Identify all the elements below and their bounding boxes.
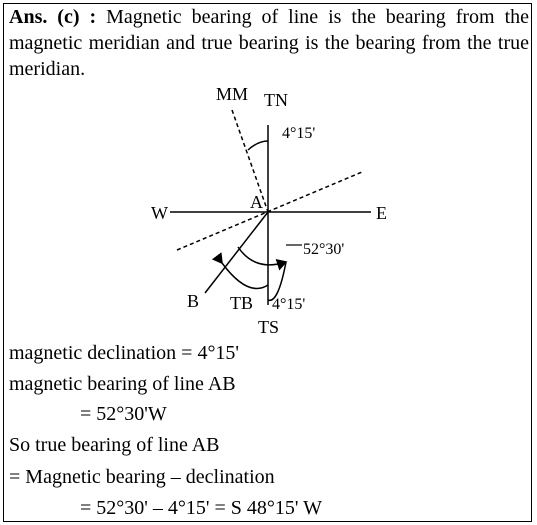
solution-line-1: magnetic declination = 4°15'	[9, 342, 240, 364]
label-e: E	[376, 203, 387, 223]
solution-line-2: magnetic bearing of line AB	[9, 373, 236, 395]
solution-line-5: = Magnetic bearing – declination	[9, 466, 275, 488]
solution-line-6: = 52°30' – 4°15' = S 48°15' W	[80, 497, 323, 519]
label-w: W	[151, 203, 168, 223]
label-angle-mid: 52°30'	[303, 241, 345, 258]
label-tb: TB	[230, 293, 254, 313]
dashed-perpendicular-line	[177, 172, 362, 250]
solution-line-4: So true bearing of line AB	[9, 434, 220, 456]
answer-label: Ans. (c) :	[9, 6, 97, 28]
angle-arc-true-bearing	[222, 263, 268, 289]
angle-arc-bottom	[268, 262, 286, 300]
solution-line-3: = 52°30'W	[80, 403, 167, 425]
label-angle-bottom: 4°15'	[272, 296, 306, 313]
angle-arc-magnetic-bearing	[238, 247, 286, 265]
label-ts: TS	[258, 317, 280, 337]
label-b: B	[187, 291, 200, 311]
angle-arc-top	[248, 141, 268, 150]
label-mm: MM	[216, 84, 249, 104]
label-tn: TN	[264, 90, 288, 110]
answer-text: Magnetic bearing of line is the bearing from the magnetic meridian and true bearing is the bearing from the true meridian.	[9, 6, 530, 80]
label-angle-top: 4°15'	[282, 125, 316, 142]
label-a: A	[250, 192, 263, 212]
